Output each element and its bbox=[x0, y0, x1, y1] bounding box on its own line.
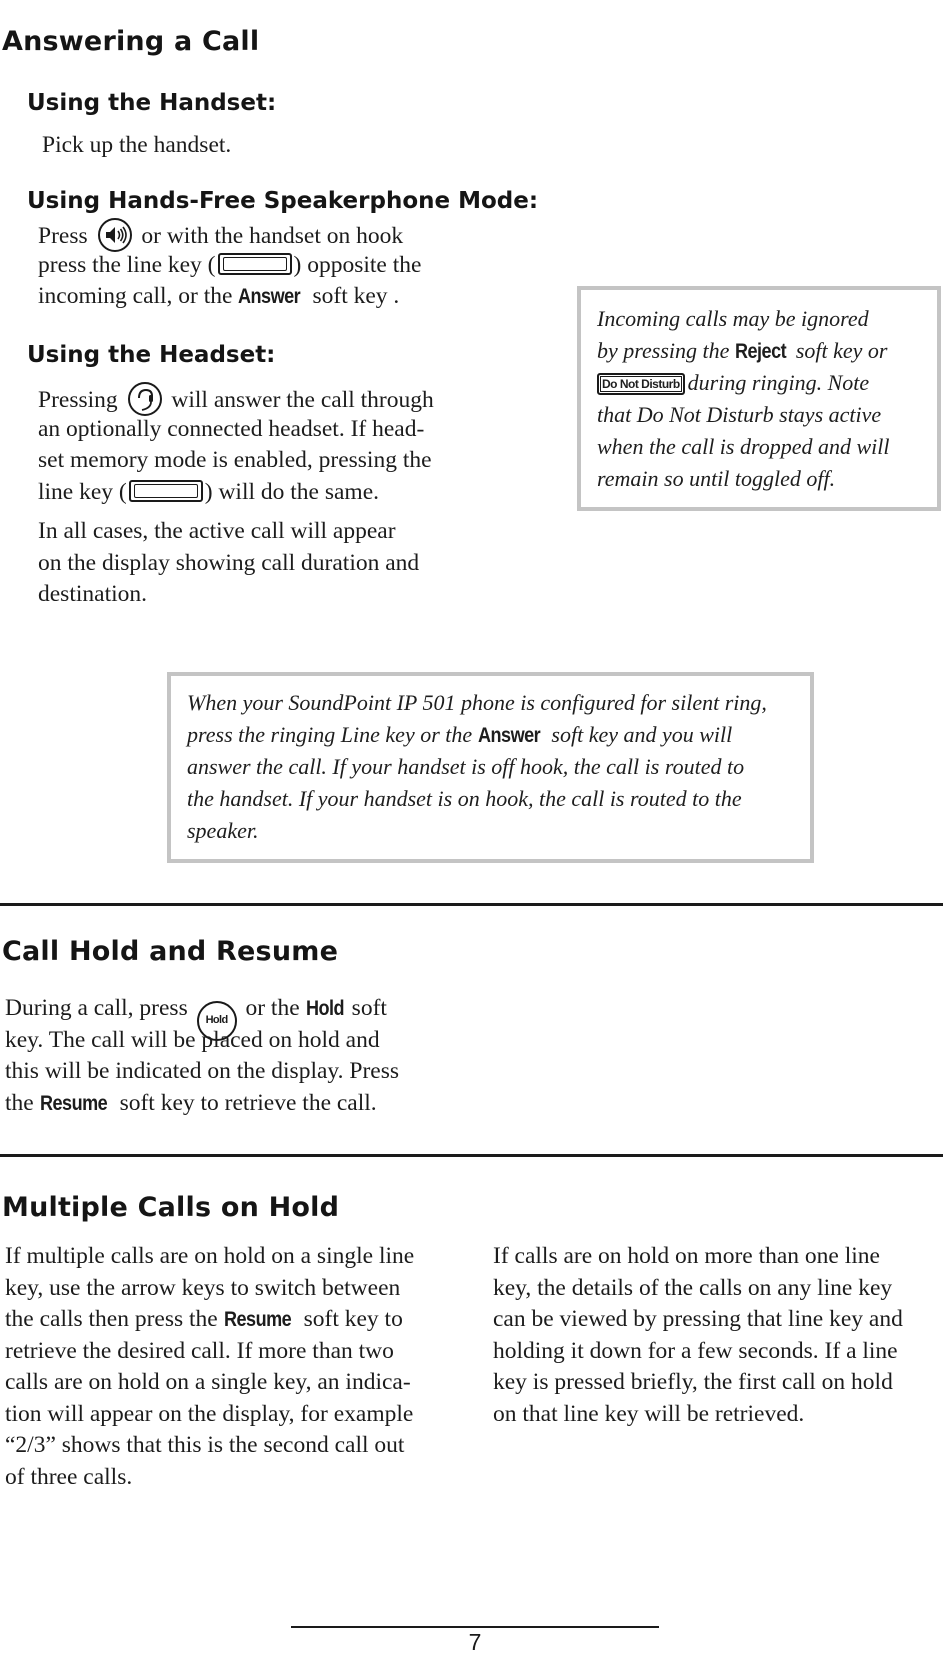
section-divider bbox=[0, 1154, 943, 1157]
handset-text: Pick up the handset. bbox=[42, 132, 232, 158]
speaker-icon bbox=[98, 218, 132, 252]
resume-softkey-label: Resume bbox=[39, 1091, 107, 1115]
section-heading-answering: Answering a Call bbox=[2, 26, 260, 57]
page-number: 7 bbox=[468, 1629, 482, 1655]
hold-key-icon: Hold bbox=[197, 1001, 237, 1041]
footer-rule bbox=[291, 1626, 659, 1628]
section-heading-hold: Call Hold and Resume bbox=[2, 936, 339, 967]
resume-softkey-label: Resume bbox=[223, 1308, 291, 1331]
hold-softkey-label: Hold bbox=[305, 997, 344, 1020]
multiple-left-text: If multiple calls are on hold on a single line key, use the arrow keys to switch between the calls then press the Resume soft key to retrieve the desired call. If more than two calls are on hold on a single key, an indica- tion will appear on the display, for example “2/3” shows that this is the second call out of three calls. bbox=[5, 1243, 415, 1490]
line-key-icon bbox=[218, 253, 292, 275]
answer-softkey-label: Answer bbox=[477, 724, 540, 747]
section-divider bbox=[0, 903, 943, 906]
reject-softkey-label: Reject bbox=[734, 340, 787, 363]
subheading-handset: Using the Handset: bbox=[27, 90, 277, 116]
subheading-headset: Using the Headset: bbox=[27, 342, 276, 368]
subheading-speakerphone: Using Hands-Free Speakerphone Mode: bbox=[27, 188, 539, 214]
speakerphone-text: Press or with the handset on hook press the line key ( ) opposite the incoming call, or the Answer soft key . bbox=[38, 218, 421, 313]
multiple-right-text: If calls are on hold on more than one line key, the details of the calls on any line key can be viewed by pressing that line key and holding it down for a few seconds. If a line key is pressed briefly, the first call on hold on that line key will be retrieved. bbox=[493, 1243, 903, 1427]
section-heading-multiple: Multiple Calls on Hold bbox=[2, 1192, 340, 1223]
silent-ring-note: When your SoundPoint IP 501 phone is configured for silent ring, press the ringing Line key or the Answer soft key and you will answer the call. If your handset is off hook, the call is routed to the handset. If your handset is on hook, the call is routed to the speaker. bbox=[167, 672, 814, 863]
line-key-icon bbox=[129, 480, 203, 502]
all-cases-text: In all cases, the active call will appear on the display showing call duration and destination. bbox=[38, 518, 420, 607]
headset-text: Pressing will answer the call through an optionally connected headset. If head- set memory mode is enabled, pressing the line key ( ) will do the same. bbox=[38, 382, 434, 508]
hold-text: During a call, press Hold or the Hold soft key. The call will be placed on hold and this will be indicated on the display. Press the Resume soft key to retrieve the call. bbox=[5, 993, 399, 1119]
answer-softkey-label: Answer bbox=[238, 285, 301, 308]
do-not-disturb-key-icon: Do Not Disturb bbox=[597, 373, 685, 395]
headset-icon bbox=[128, 382, 162, 416]
ignore-call-note: Incoming calls may be ignored by pressing the Reject soft key or Do Not Disturb during ringing. Note that Do Not Disturb stays active when the call is dropped and will remain so until toggled off. bbox=[577, 286, 941, 511]
